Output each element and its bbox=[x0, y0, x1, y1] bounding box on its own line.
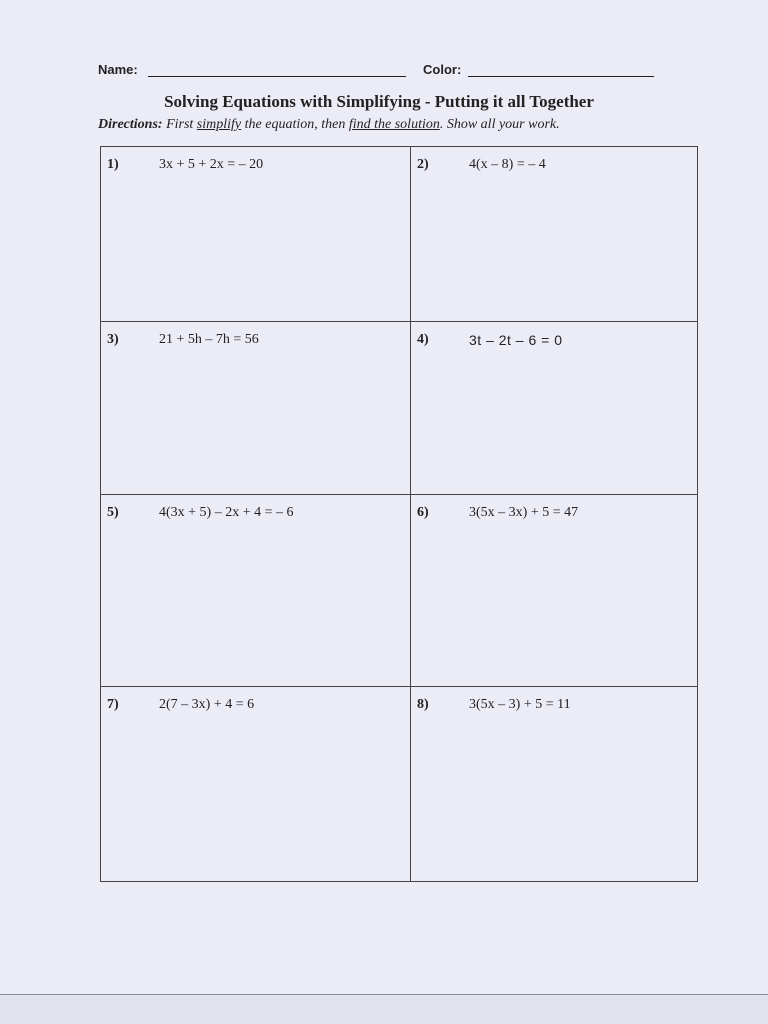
directions-text-1: First bbox=[162, 117, 197, 132]
problem-equation: 3x + 5 + 2x = – 20 bbox=[159, 157, 264, 172]
directions-simplify: simplify bbox=[196, 117, 242, 132]
problem-number: 5) bbox=[107, 505, 119, 520]
problem-number: 3) bbox=[107, 332, 119, 347]
problem-equation: 3t – 2t – 6 = 0 bbox=[469, 332, 563, 348]
directions bbox=[98, 117, 678, 133]
name-blank-line[interactable] bbox=[148, 76, 406, 77]
color-blank-line[interactable] bbox=[468, 76, 654, 77]
problem-equation: 4(3x + 5) – 2x + 4 = – 6 bbox=[159, 505, 294, 520]
problem-cell-6[interactable] bbox=[411, 495, 698, 687]
directions-find-solution: find the solution bbox=[348, 117, 440, 132]
name-label: Name: bbox=[98, 62, 138, 77]
problem-equation: 2(7 – 3x) + 4 = 6 bbox=[159, 697, 255, 712]
color-label: Color: bbox=[423, 62, 462, 77]
problem-number: 6) bbox=[417, 505, 429, 520]
problem-cell-2[interactable] bbox=[411, 147, 698, 322]
problem-number: 8) bbox=[417, 697, 429, 712]
problem-cell-7[interactable] bbox=[101, 687, 411, 881]
directions-text-2: the equation, then bbox=[241, 117, 349, 132]
scan-bottom-edge bbox=[0, 995, 768, 1024]
problem-cell-8[interactable] bbox=[411, 687, 698, 881]
problem-equation: 3(5x – 3x) + 5 = 47 bbox=[469, 505, 579, 520]
problem-number: 7) bbox=[107, 697, 119, 712]
problem-grid bbox=[100, 146, 698, 882]
problem-cell-1[interactable] bbox=[101, 147, 411, 322]
problem-number: 4) bbox=[417, 332, 429, 347]
directions-label: Directions: bbox=[98, 117, 163, 132]
problem-equation: 3(5x – 3) + 5 = 11 bbox=[469, 697, 571, 712]
problem-cell-4[interactable] bbox=[411, 322, 698, 495]
problem-equation: 21 + 5h – 7h = 56 bbox=[159, 332, 259, 347]
worksheet-title: Solving Equations with Simplifying - Putting it all Together bbox=[164, 92, 594, 111]
problem-cell-5[interactable] bbox=[101, 495, 411, 687]
directions-text-3: . Show all your work. bbox=[439, 117, 560, 132]
student-header bbox=[98, 62, 658, 82]
problem-equation: 4(x – 8) = – 4 bbox=[469, 157, 546, 172]
problem-cell-3[interactable] bbox=[101, 322, 411, 495]
problem-number: 1) bbox=[107, 157, 119, 172]
problem-number: 2) bbox=[417, 157, 429, 172]
